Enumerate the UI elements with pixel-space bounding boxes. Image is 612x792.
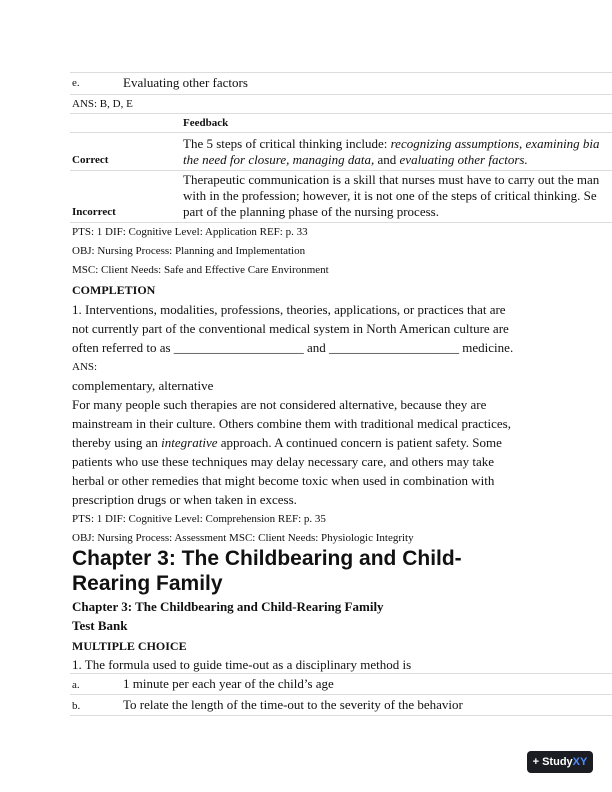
divider — [70, 132, 612, 133]
meta-msc: MSC: Client Needs: Safe and Effective Care Environment — [72, 264, 329, 276]
rationale-line4: patients who use these techniques may delay necessary care, and others may take — [72, 454, 494, 469]
incorrect-feedback-line3: part of the planning phase of the nursing process. — [183, 204, 439, 219]
completion-answer: complementary, alternative — [72, 378, 214, 393]
incorrect-label: Incorrect — [72, 206, 116, 218]
divider — [70, 113, 612, 114]
meta-pts: PTS: 1 DIF: Cognitive Level: Application REF: p. 33 — [72, 226, 308, 238]
completion-question-line1: 1. Interventions, modalities, professions, theories, applications, or practices that are — [72, 302, 506, 317]
incorrect-feedback-line2: with in the profession; however, it is not one of the steps of critical thinking. Se — [183, 188, 597, 203]
feedback-header: Feedback — [183, 117, 229, 129]
chapter-subtitle: Chapter 3: The Childbearing and Child-Rearing Family — [72, 599, 384, 614]
rationale-line2: mainstream in their culture. Others combine them with traditional medical practices, — [72, 416, 511, 431]
option-text: Evaluating other factors — [123, 75, 248, 90]
rationale-line1: For many people such therapies are not considered alternative, because they are — [72, 397, 487, 412]
divider — [70, 94, 612, 95]
mc-heading: MULTIPLE CHOICE — [72, 639, 187, 653]
studyxy-logo[interactable] — [527, 751, 593, 773]
test-bank-label: Test Bank — [72, 618, 128, 633]
option-text: 1 minute per each year of the child’s age — [123, 676, 334, 691]
meta-obj-msc: OBJ: Nursing Process: Assessment MSC: Client Needs: Physiologic Integrity — [72, 532, 414, 544]
meta-pts: PTS: 1 DIF: Cognitive Level: Comprehension REF: p. 35 — [72, 513, 326, 525]
rationale-line6: prescription drugs or when taken in excess. — [72, 492, 297, 507]
rationale-line3: thereby using an integrative approach. A continued concern is patient safety. Some — [72, 435, 502, 450]
option-letter: a. — [72, 679, 80, 691]
correct-label: Correct — [72, 154, 109, 166]
option-letter: b. — [72, 700, 81, 712]
divider — [70, 715, 612, 716]
chapter-title-line1: Chapter 3: The Childbearing and Child- — [72, 547, 462, 570]
divider — [70, 72, 612, 73]
chapter-title-line2: Rearing Family — [72, 572, 223, 595]
correct-feedback-line1: The 5 steps of critical thinking include: recognizing assumptions, examining bia — [183, 136, 600, 151]
incorrect-feedback-line1: Therapeutic communication is a skill that nurses must have to carry out the man — [183, 172, 600, 187]
completion-question-line3: often referred to as ____________________ and ____________________ medicine. — [72, 340, 514, 355]
divider — [70, 222, 612, 223]
ans-label: ANS: — [72, 361, 98, 373]
divider — [70, 170, 612, 171]
completion-question-line2: not currently part of the conventional medical system in North American culture are — [72, 321, 509, 336]
correct-feedback-line2: the need for closure, managing data, and evaluating other factors. — [183, 152, 528, 167]
completion-heading: COMPLETION — [72, 283, 156, 297]
plus-icon: + — [532, 756, 540, 768]
option-text: To relate the length of the time-out to the severity of the behavior — [123, 697, 463, 712]
divider — [70, 673, 612, 674]
answer-key: ANS: B, D, E — [72, 98, 133, 110]
divider — [70, 694, 612, 695]
rationale-line5: herbal or other remedies that might become toxic when used in combination with — [72, 473, 495, 488]
logo-text: StudyXY — [542, 756, 588, 768]
option-letter: e. — [72, 77, 80, 89]
meta-obj: OBJ: Nursing Process: Planning and Implementation — [72, 245, 306, 257]
question-text: 1. The formula used to guide time-out as a disciplinary method is — [72, 657, 412, 672]
